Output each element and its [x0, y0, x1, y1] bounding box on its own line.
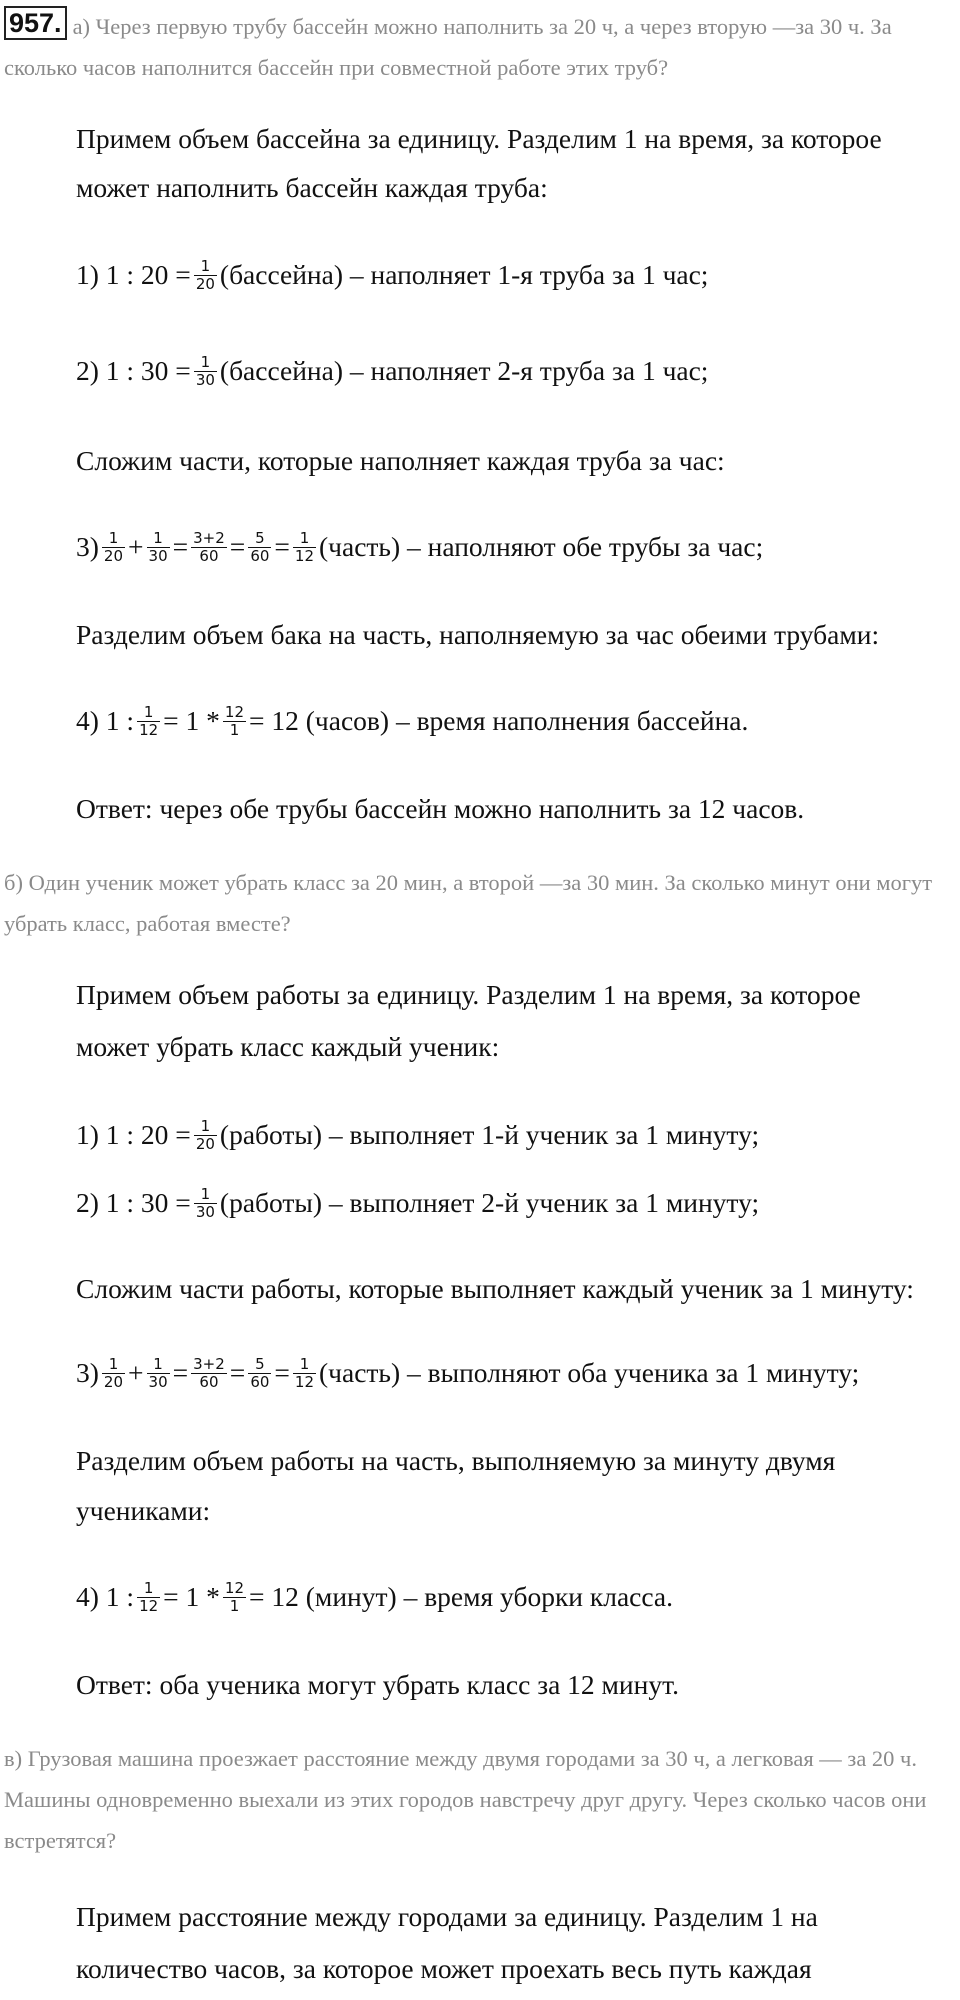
a-step-2: 2) 1 : 30 = $\frac{1}{30}$ (бассейна) – наполняет 2-я труба за 1 час;	[76, 353, 709, 390]
fraction: $\frac{1}{30}$	[148, 529, 168, 566]
b-answer: Ответ: оба ученика могут убрать класс за 12 минут.	[76, 1669, 679, 1700]
problem-number: 957.	[4, 6, 67, 40]
fraction: $\frac{1}{30}$	[195, 353, 215, 390]
fraction: $\frac{12}{1}$	[224, 703, 245, 740]
fraction: $\frac{1}{12}$	[294, 529, 315, 566]
fraction: $\frac{1}{30}$	[195, 1185, 215, 1222]
fraction: $\frac{1}{20}$	[103, 529, 124, 566]
b-step-1: 1) 1 : 20 = $\frac{1}{20}$ (работы) – выполняет 1-й ученик за 1 минуту;	[76, 1117, 760, 1154]
fraction: $\frac{1}{12}$	[139, 703, 159, 740]
task-c: в) Грузовая машина проезжает расстояние между двумя городами за 30 ч, а легковая — за 20 ч. Машины одновременно выехали из этих городов навстречу друг другу. Через сколько часов они встретятся?	[4, 1746, 927, 1853]
fraction: $\frac{1}{20}$	[103, 1355, 124, 1392]
b-sum-text: Сложим части работы, которые выполняет каждый ученик за 1 минуту:	[76, 1273, 914, 1304]
task-a	[4, 6, 954, 88]
a-step-4: 4) 1 : $\frac{1}{12}$ = 1 * $\frac{12}{1}$ = 12 (часов) – время наполнения бассейна.	[76, 703, 749, 740]
c-intro-2: количество часов, за которое может проехать весь путь каждая	[76, 1953, 812, 1984]
a-intro: Примем объем бассейна за единицу. Разделим 1 на время, за которое может наполнить бассейн каждая труба:	[76, 123, 882, 203]
fraction: $\frac{5}{60}$	[250, 1355, 270, 1392]
fraction: $\frac{1}{30}$	[148, 1355, 168, 1392]
fraction: $\frac{1}{20}$	[195, 257, 215, 294]
b-div-2: учениками:	[76, 1495, 211, 1526]
task-a-text: а) Через первую трубу бассейн можно наполнить за 20 ч, а через вторую —за 30 ч. За сколько часов наполнится бассейн при совместной работе этих труб?	[4, 14, 892, 80]
a-step-1: 1) 1 : 20 = $\frac{1}{20}$ (бассейна) – наполняет 1-я труба за 1 час;	[76, 257, 709, 294]
task-b: б) Один ученик может убрать класс за 20 мин, а второй —за 30 мин. За сколько минут они могут убрать класс, работая вместе?	[4, 870, 933, 936]
a-sum-text: Сложим части, которые наполняет каждая труба за час:	[76, 445, 725, 476]
c-intro-1: Примем расстояние между городами за единицу. Разделим 1 на	[76, 1901, 818, 1932]
fraction: $\frac{3+2}{60}$	[193, 1355, 225, 1392]
b-step-4: 4) 1 : $\frac{1}{12}$ = 1 * $\frac{12}{1}$ = 12 (минут) – время уборки класса.	[76, 1579, 674, 1616]
a-step-3: 3) $\frac{1}{20}$ + $\frac{1}{30}$ = $\frac{3+2}{60}$ = $\frac{5}{60}$ = $\frac{1}{12}$ (часть) – наполняют обе трубы за час;	[76, 529, 764, 566]
b-div-1: Разделим объем работы на часть, выполняемую за минуту двумя	[76, 1445, 836, 1476]
fraction: $\frac{1}{12}$	[294, 1355, 315, 1392]
fraction: $\frac{3+2}{60}$	[193, 529, 225, 566]
fraction: $\frac{12}{1}$	[224, 1579, 245, 1616]
b-step-2: 2) 1 : 30 = $\frac{1}{30}$ (работы) – выполняет 2-й ученик за 1 минуту;	[76, 1185, 760, 1222]
b-intro-2: может убрать класс каждый ученик:	[76, 1031, 500, 1062]
b-step-3: 3) $\frac{1}{20}$ + $\frac{1}{30}$ = $\frac{3+2}{60}$ = $\frac{5}{60}$ = $\frac{1}{12}$ (часть) – выполняют оба ученика за 1 минуту;	[76, 1355, 860, 1392]
a-answer: Ответ: через обе трубы бассейн можно наполнить за 12 часов.	[76, 793, 805, 824]
a-div-text: Разделим объем бака на часть, наполняемую за час обеими трубами:	[76, 619, 880, 650]
fraction: $\frac{5}{60}$	[250, 529, 270, 566]
fraction: $\frac{1}{20}$	[195, 1117, 215, 1154]
b-intro-1: Примем объем работы за единицу. Разделим 1 на время, за которое	[76, 979, 861, 1010]
fraction: $\frac{1}{12}$	[139, 1579, 159, 1616]
